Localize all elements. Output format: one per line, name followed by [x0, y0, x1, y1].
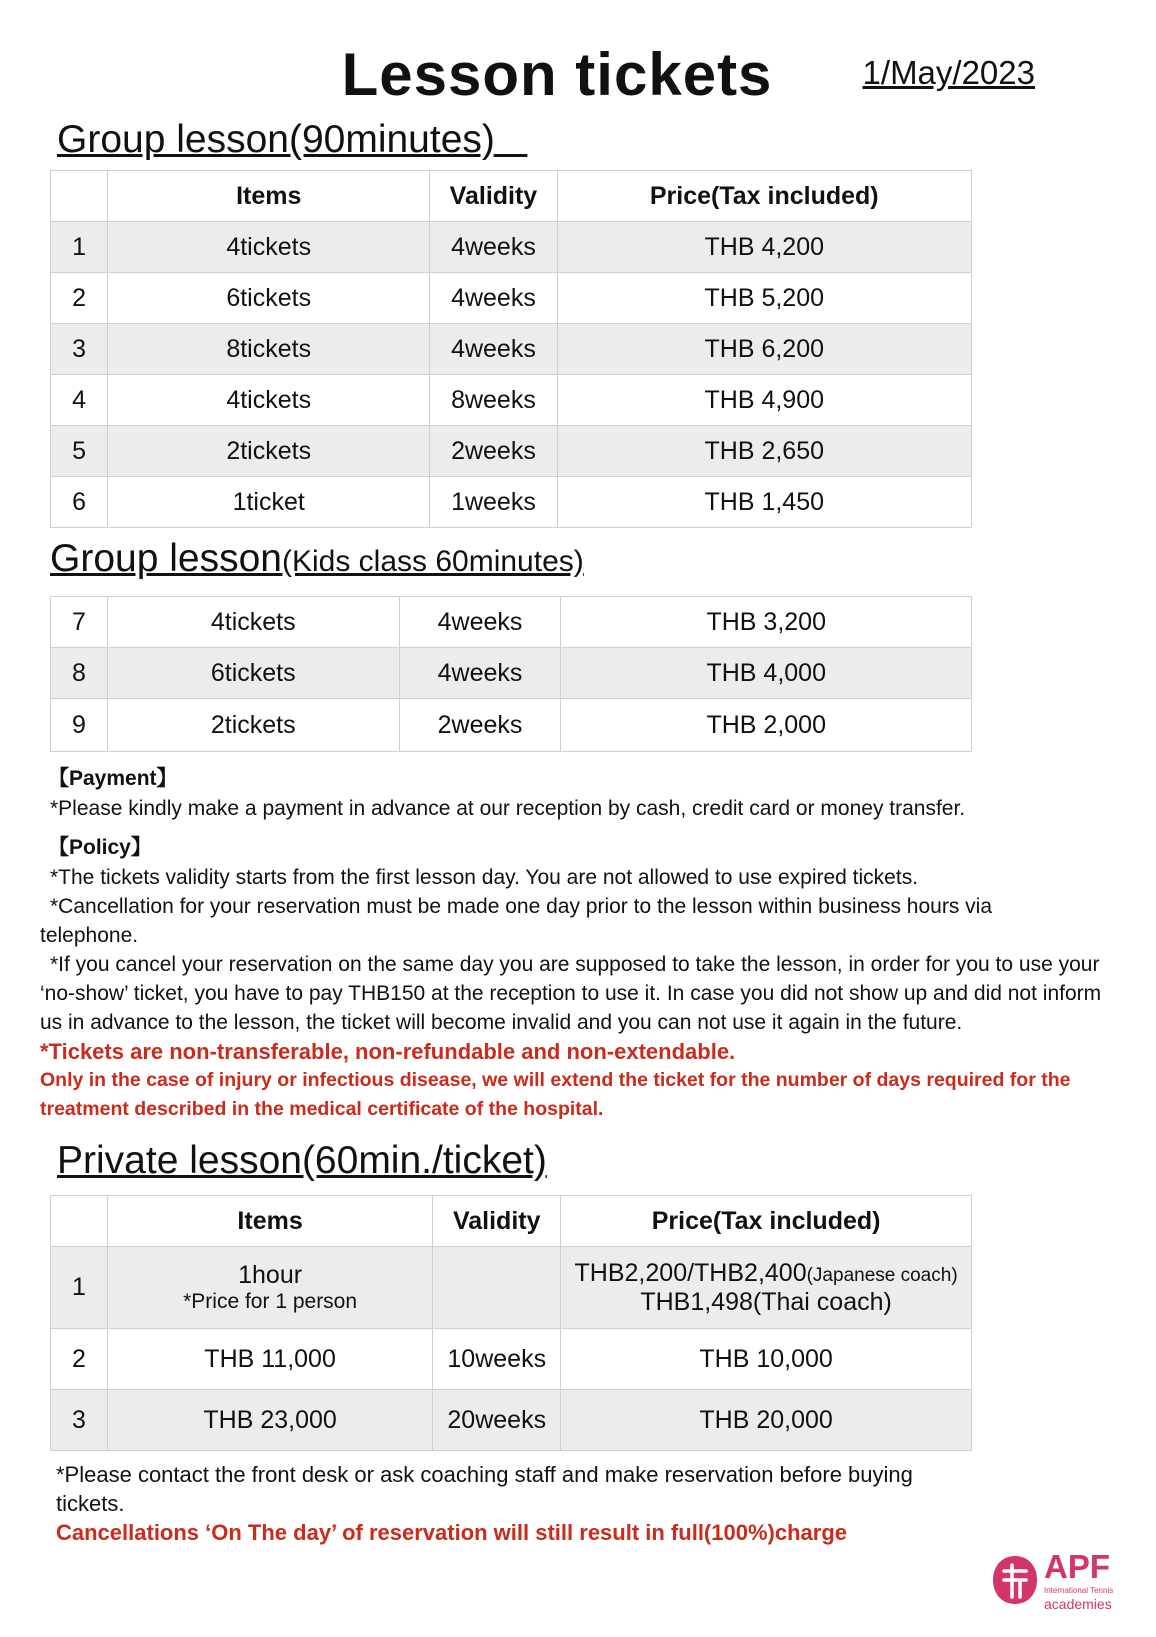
row-validity	[433, 1247, 561, 1329]
row-item-main: 1hour	[238, 1261, 303, 1289]
private-lesson-heading: Private lesson(60min./ticket)	[57, 1139, 547, 1182]
group-lesson-heading: Group lesson(90minutes)	[57, 118, 495, 161]
price-japanese: THB2,200/THB2,400	[574, 1258, 807, 1287]
footer-line: *Please contact the front desk or ask coaching staff and make reservation before buying	[56, 1462, 913, 1487]
table-row	[51, 648, 972, 699]
row-number: 9	[51, 699, 108, 752]
row-price: THB 2,650	[557, 426, 971, 477]
table-row	[51, 222, 972, 273]
row-number: 3	[51, 324, 108, 375]
row-number: 7	[51, 597, 108, 648]
header-number	[51, 1196, 108, 1247]
row-number: 4	[51, 375, 108, 426]
table-row	[51, 1247, 972, 1329]
logo-subtitle: International Tennis	[1044, 1586, 1114, 1595]
policy-heading: 【Policy】	[48, 836, 152, 859]
row-item: THB 23,000	[107, 1390, 432, 1451]
row-validity: 8weeks	[430, 375, 557, 426]
page-title: Lesson tickets	[341, 41, 773, 108]
logo-brand: APF	[1044, 1548, 1110, 1585]
payment-heading: 【Payment】	[48, 767, 178, 790]
header-validity: Validity	[430, 171, 557, 222]
kids-lesson-heading	[50, 537, 584, 581]
policy-line: ‘no-show’ ticket, you have to pay THB150 at the reception to use it. In case you did not show up and did not inform	[40, 982, 1102, 1005]
row-validity: 4weeks	[430, 222, 557, 273]
kids-heading-sub: (Kids class 60minutes)	[281, 545, 584, 578]
table-header-row	[51, 171, 972, 222]
row-item: 4tickets	[107, 597, 399, 648]
kids-lesson-table	[50, 596, 972, 752]
row-number: 5	[51, 426, 108, 477]
policy-line: telephone.	[40, 924, 139, 947]
row-item: 4tickets	[108, 222, 430, 273]
header-items: Items	[108, 171, 430, 222]
row-item-note: *Price for 1 person	[183, 1290, 358, 1313]
row-validity: 1weeks	[430, 477, 557, 528]
footer-note	[56, 1460, 913, 1547]
row-validity: 4weeks	[430, 273, 557, 324]
group-lesson-table	[50, 170, 972, 528]
row-number: 1	[51, 1247, 108, 1329]
policy-line: *Cancellation for your reservation must be made one day prior to the lesson within business hours via	[50, 895, 992, 918]
policy-exception: Only in the case of injury or infectious disease, we will extend the ticket for the number of days required for the	[40, 1069, 1071, 1091]
row-validity: 2weeks	[430, 426, 557, 477]
policy-exception: treatment described in the medical certificate of the hospital.	[40, 1098, 604, 1120]
footer-cancellation-warning: Cancellations ‘On The day’ of reservation will still result in full(100%)charge	[56, 1520, 847, 1545]
header-items: Items	[107, 1196, 432, 1247]
header-price: Price(Tax included)	[561, 1196, 972, 1247]
policy-warning: *Tickets are non-transferable, non-refundable and non-extendable.	[40, 1039, 736, 1064]
row-validity: 20weeks	[433, 1390, 561, 1451]
row-price: THB 20,000	[561, 1390, 972, 1451]
footer-line: tickets.	[56, 1491, 125, 1516]
row-validity: 4weeks	[430, 324, 557, 375]
apf-logo-icon	[990, 1553, 1040, 1607]
row-item: 2tickets	[107, 699, 399, 752]
price-thai: THB1,498(Thai coach)	[640, 1287, 892, 1316]
row-validity: 4weeks	[399, 597, 561, 648]
kids-heading-main: Group lesson	[50, 537, 282, 580]
private-lesson-table	[50, 1195, 972, 1451]
table-header-row	[51, 1196, 972, 1247]
table-row	[51, 426, 972, 477]
row-price: THB 4,000	[561, 648, 972, 699]
policy-line: *The tickets validity starts from the first lesson day. You are not allowed to use expired tickets.	[50, 866, 919, 889]
row-price: THB 2,000	[561, 699, 972, 752]
payment-text: *Please kindly make a payment in advance at our reception by cash, credit card or money transfer.	[50, 797, 966, 820]
price-japanese-note: (Japanese coach)	[806, 1264, 958, 1286]
table-row	[51, 699, 972, 752]
policy-line: *If you cancel your reservation on the same day you are supposed to take the lesson, in order for you to use your	[50, 953, 1100, 976]
table-row	[51, 1329, 972, 1390]
table-row	[51, 324, 972, 375]
row-item: 1ticket	[108, 477, 430, 528]
row-item: 2tickets	[108, 426, 430, 477]
row-price: THB 1,450	[557, 477, 971, 528]
header-validity: Validity	[433, 1196, 561, 1247]
row-price	[561, 1247, 972, 1329]
row-price: THB 6,200	[557, 324, 971, 375]
table-row	[51, 375, 972, 426]
row-number: 6	[51, 477, 108, 528]
policy-line: us in advance to the lesson, the ticket will become invalid and you can not use it again in the future.	[40, 1011, 963, 1034]
row-price: THB 4,900	[557, 375, 971, 426]
table-row	[51, 477, 972, 528]
row-validity: 10weeks	[433, 1329, 561, 1390]
table-row	[51, 1390, 972, 1451]
row-item	[107, 1247, 432, 1329]
row-price: THB 4,200	[557, 222, 971, 273]
logo-subtitle: academies	[1044, 1596, 1112, 1612]
header-price: Price(Tax included)	[557, 171, 971, 222]
row-item: 8tickets	[108, 324, 430, 375]
document-date: 1/May/2023	[862, 54, 1035, 91]
row-price: THB 3,200	[561, 597, 972, 648]
row-item: 6tickets	[107, 648, 399, 699]
table-row	[51, 597, 972, 648]
row-number: 8	[51, 648, 108, 699]
row-validity: 2weeks	[399, 699, 561, 752]
policy-text	[40, 863, 1120, 1124]
row-item: 4tickets	[108, 375, 430, 426]
row-validity: 4weeks	[399, 648, 561, 699]
row-number: 1	[51, 222, 108, 273]
table-row	[51, 273, 972, 324]
row-item: 6tickets	[108, 273, 430, 324]
row-item: THB 11,000	[107, 1329, 432, 1390]
row-number: 3	[51, 1390, 108, 1451]
row-price: THB 10,000	[561, 1329, 972, 1390]
row-number: 2	[51, 273, 108, 324]
row-number: 2	[51, 1329, 108, 1390]
header-number	[51, 171, 108, 222]
row-price: THB 5,200	[557, 273, 971, 324]
